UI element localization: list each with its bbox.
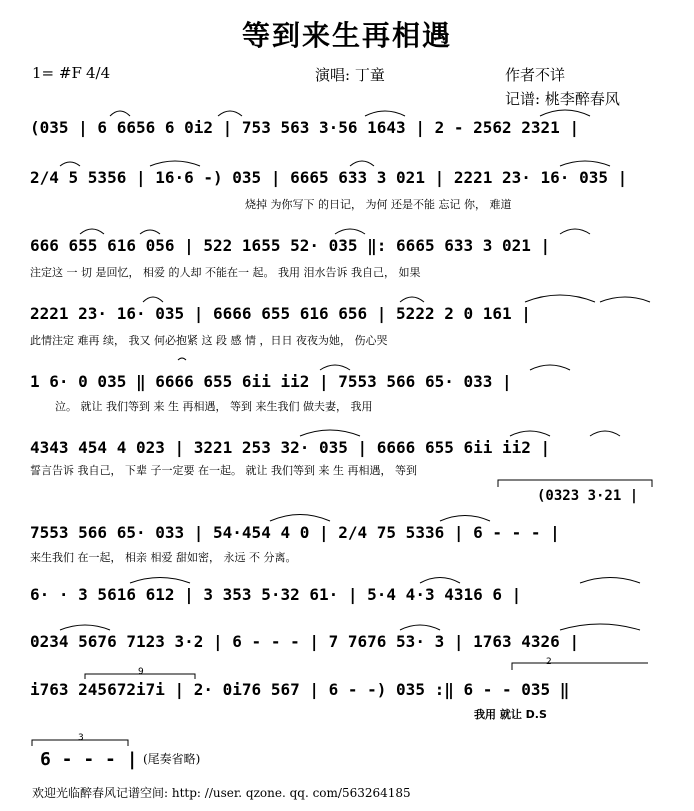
key-signature: 1= #F [32,64,82,82]
lyric-row-3: 注定这 一 切 是回忆， 相爱 的人却 不能在一 起。 我用 泪水告诉 我自己， 如果 [30,266,421,279]
slur-mark [590,431,620,436]
slur-mark [60,162,80,166]
lyric-row-10: 我用 就让 D.S [474,708,547,721]
bracket-mark [498,480,652,487]
notation-row-10: i763 245672i7i | 2· 0i76 567 | 6 - -) 035 :‖ 6 - - 035 ‖ [30,680,570,699]
singer: 演唱: 丁童 [315,66,385,84]
lyric-row-7: 来生我们 在一起， 相亲 相爱 甜如密， 永远 不 分离。 [30,551,297,564]
slur-mark [110,111,130,116]
slur-mark [350,161,374,166]
slur-mark [300,430,360,436]
slur-mark [510,431,550,436]
notation-row-9: 0234 5676 7123 3·2 | 6 - - - | 7 7676 53· 3 | 1763 4326 | [30,632,580,651]
tuplet-number: 9 [138,667,144,677]
slur-mark [270,515,330,522]
notation-row-3: 666 655 616 056 | 522 1655 52· 035 ‖: 6665 633 3 021 | [30,236,551,255]
slur-mark [365,111,405,116]
slur-mark [530,365,570,370]
notation-row-8: 6· · 3 5616 612 | 3 353 5·32 61· | 5·4 4·3 4316 6 | [30,585,522,604]
slur-mark [60,625,110,630]
notation-row-7: 7553 566 65· 033 | 54·454 4 0 | 2/4 75 5336 | 6 - - - | [30,523,560,542]
slur-mark [600,297,650,302]
time-signature: 4/4 [86,64,111,82]
transcriber: 记谱: 桃李醉春风 [505,90,620,108]
slur-mark [80,229,104,234]
notation-row-6: 4343 454 4 023 | 3221 253 32· 035 | 6666 655 6ii ii2 | [30,438,551,457]
slur-mark [560,161,610,166]
slur-mark [150,161,200,166]
lyric-row-4: 此情注定 难再 续， 我又 何必抱紧 这 段 感 情 ，日日 夜夜为她， 伤心哭 [30,334,388,347]
slur-mark [440,516,490,522]
tuplet-number: 3 [78,733,84,743]
slur-mark [218,111,242,116]
segno-mark [178,358,186,360]
slur-mark [540,110,590,116]
slur-mark [130,578,190,584]
slur-mark [400,297,424,302]
slur-mark [400,625,440,630]
footer-credit: 欢迎光临醉春风记谱空间: http: //user. qzone. qq. com/563264185 [32,786,411,800]
ending-bracket [512,663,648,670]
slur-mark [525,295,595,302]
slur-mark [335,229,365,234]
slur-mark [420,578,460,584]
slur-mark [560,229,590,234]
notation-row-1: (035 | 6 6656 6 0i2 | 753 563 3·56 1643 | 2 - 2562 2321 | [30,118,580,137]
slur-mark [140,230,160,234]
ending-note: (尾奏省略) [143,752,201,766]
notation-row-5: 1 6· 0 035 ‖ 6666 655 6ii ii2 | 7553 566 65· 033 | [30,372,512,391]
slur-mark [143,297,163,302]
slur-mark [320,365,350,370]
insert-phrase: (0323 3·21 | [537,488,639,504]
lyric-row-2: 烧掉 为你写下 的日记， 为何 还是不能 忘记 你， 难道 [245,198,512,211]
lyric-row-6: 誓言告诉 我自己， 下辈 子一定要 在一起。 就让 我们等到 来 生 再相遇， 等到 [30,464,417,477]
notation-row-2: 2/4 5 5356 | 16·6 -) 035 | 6665 633 3 021 | 2221 23· 16· 035 | [30,168,628,187]
slur-mark [560,624,640,630]
ending-number: 2 [546,657,552,667]
notation-row-11: 6 - - - | [40,749,138,770]
notation-row-4: 2221 23· 16· 035 | 6666 655 616 656 | 5222 2 0 161 | [30,304,531,323]
composer: 作者不详 [505,66,566,84]
lyric-row-5: 泣。 就让 我们等到 来 生 再相遇， 等到 来生我们 做夫妻， 我用 [55,400,373,413]
page-title: 等到来生再相遇 [241,19,452,52]
slur-mark [580,578,640,584]
